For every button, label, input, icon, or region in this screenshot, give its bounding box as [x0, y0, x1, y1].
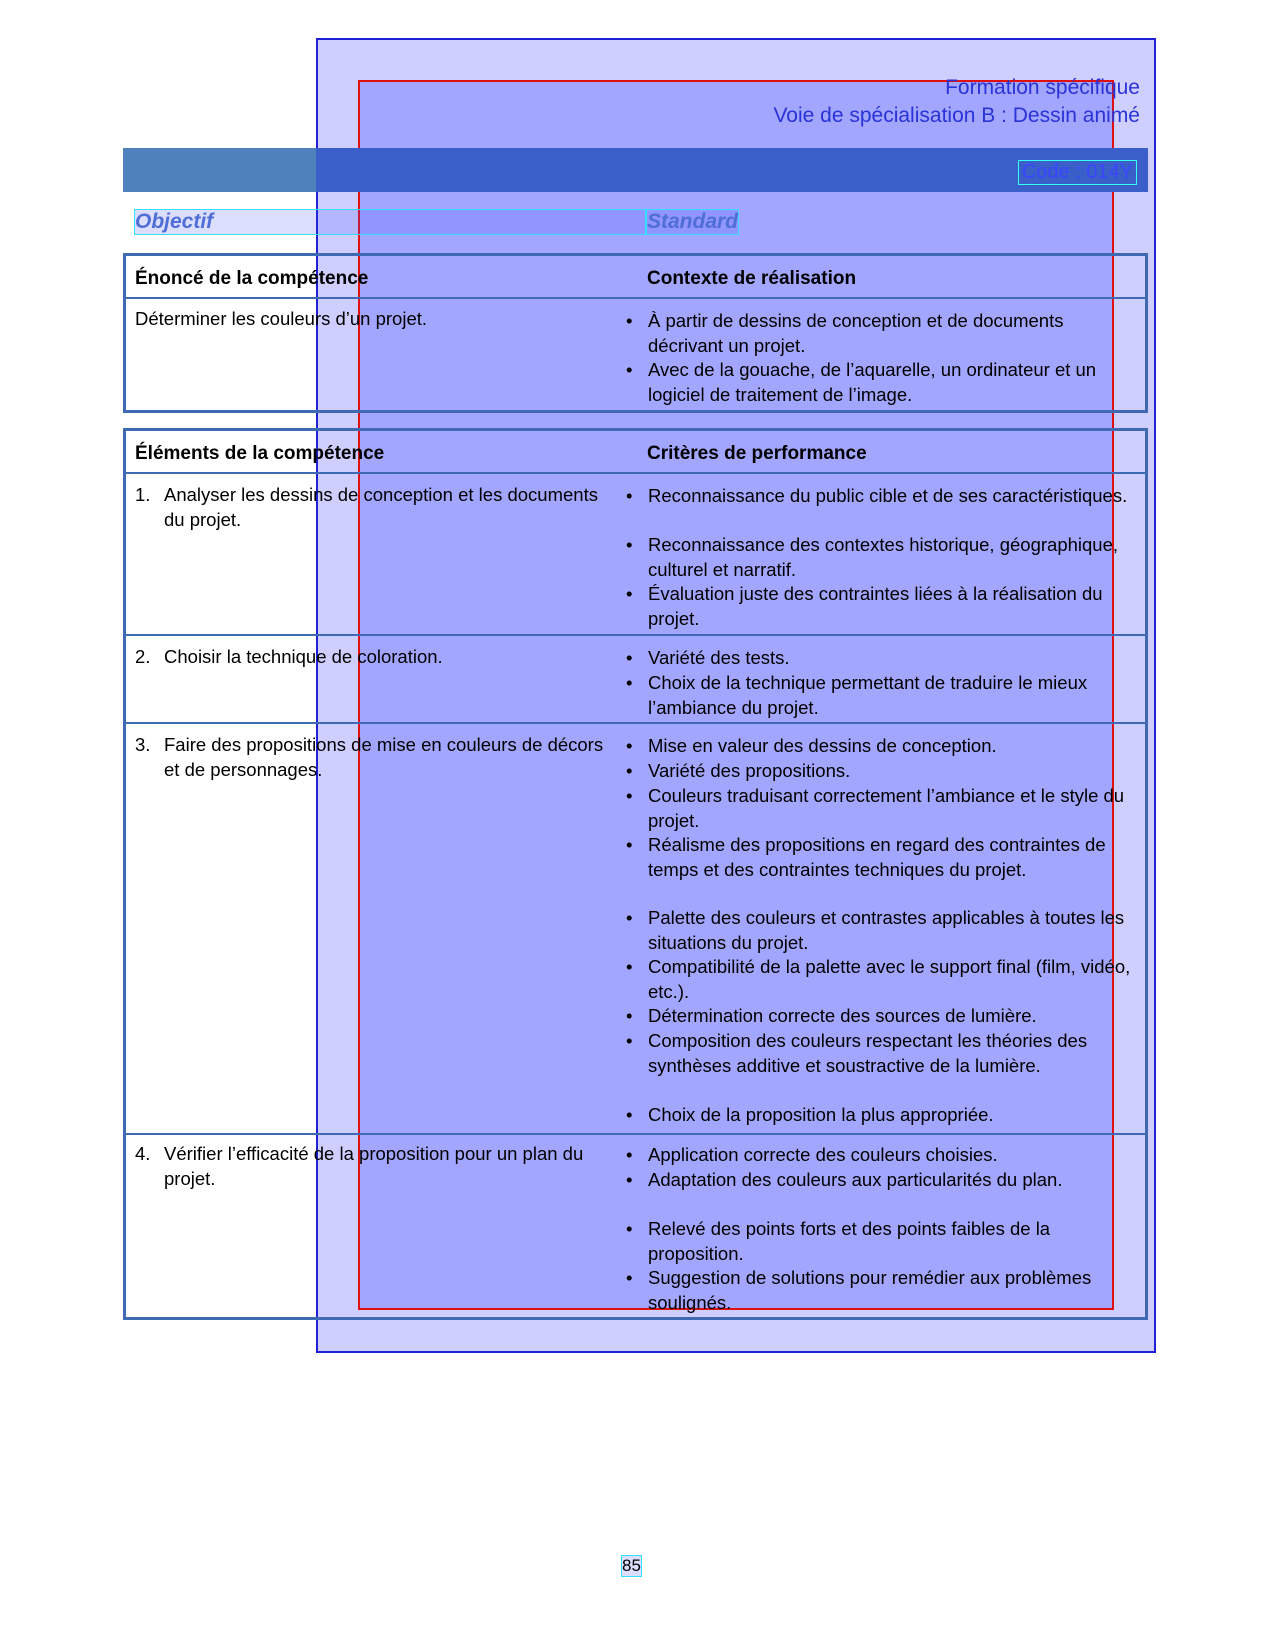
- competence-right-header: Contexte de réalisation: [647, 268, 857, 289]
- element-number: 4.: [135, 1143, 151, 1164]
- element-number: 3.: [135, 734, 151, 755]
- row-divider-1: [123, 634, 1148, 636]
- row-divider-3: [123, 1133, 1148, 1135]
- criterion-item: • Application correcte des couleurs choisies.: [648, 1143, 1138, 1168]
- page-number: 85: [622, 1556, 641, 1575]
- context-item: • À partir de dessins de conception et de documents décrivant un projet.: [626, 310, 1064, 356]
- element-number: 1.: [135, 484, 151, 505]
- bullet-icon: •: [626, 310, 633, 331]
- bullet-icon: •: [626, 583, 633, 604]
- element-row-3: [135, 733, 605, 782]
- bullet-icon: •: [626, 1104, 633, 1125]
- objectif-title: Objectif: [135, 210, 645, 234]
- criterion-item: • Réalisme des propositions en regard des contraintes de temps et des contraintes techniques du projet.: [626, 834, 1106, 880]
- criterion-item: • Relevé des points forts et des points faibles de la proposition.: [626, 1218, 1051, 1264]
- code-band-left: [123, 148, 316, 192]
- code-label: Code : 014Y: [1018, 160, 1137, 185]
- bullet-icon: •: [626, 1144, 633, 1165]
- context-item: • Avec de la gouache, de l’aquarelle, un ordinateur et un logiciel de traitement de l’image.: [626, 359, 1097, 405]
- criterion-item: • Variété des propositions.: [648, 759, 1138, 784]
- criterion-item: • Variété des tests.: [648, 646, 1138, 671]
- criterion-item: • Reconnaissance du public cible et de ses caractéristiques.: [648, 484, 1138, 509]
- criterion-item: • Suggestion de solutions pour remédier aux problèmes soulignés.: [626, 1267, 1092, 1313]
- element-text: Choisir la technique de coloration.: [164, 646, 443, 667]
- bullet-icon: •: [626, 760, 633, 781]
- element-row-4: [135, 1142, 615, 1191]
- bullet-icon: •: [626, 1169, 633, 1190]
- element-row-2: [135, 645, 625, 670]
- standard-title: Standard: [647, 210, 739, 233]
- bullet-icon: •: [626, 672, 633, 693]
- criterion-item: • Mise en valeur des dessins de conception.: [648, 734, 1138, 759]
- element-row-1: [135, 483, 605, 532]
- criterion-item: • Reconnaissance des contextes historique, géographique, culturel et narratif.: [626, 534, 1119, 580]
- bullet-icon: •: [626, 785, 633, 806]
- criterion-item: • Choix de la proposition la plus appropriée.: [648, 1103, 1138, 1128]
- elements-left-header: Éléments de la compétence: [135, 443, 385, 464]
- row-divider-2: [123, 722, 1148, 724]
- header-voie: Voie de spécialisation B : Dessin animé: [773, 104, 1140, 127]
- element-number: 2.: [135, 646, 151, 667]
- competence-statement: Déterminer les couleurs d’un projet.: [135, 308, 428, 329]
- header-formation: Formation spécifique: [945, 76, 1140, 99]
- bullet-icon: •: [626, 956, 633, 977]
- criterion-item: • Choix de la technique permettant de traduire le mieux l’ambiance du projet.: [626, 672, 1088, 718]
- element-text: Analyser les dessins de conception et les documents du projet.: [164, 484, 598, 530]
- bullet-icon: •: [626, 359, 633, 380]
- criterion-item: • Couleurs traduisant correctement l’ambiance et le style du projet.: [626, 785, 1125, 831]
- elements-right-header: Critères de performance: [647, 443, 867, 464]
- criterion-item: • Évaluation juste des contraintes liées à la réalisation du projet.: [626, 583, 1103, 629]
- bullet-icon: •: [626, 735, 633, 756]
- competence-header-divider: [123, 297, 1148, 299]
- bullet-icon: •: [626, 1267, 633, 1288]
- bullet-icon: •: [626, 1218, 633, 1239]
- criterion-item: • Adaptation des couleurs aux particularités du plan.: [648, 1168, 1138, 1193]
- criterion-item: • Détermination correcte des sources de lumière.: [648, 1004, 1138, 1029]
- criterion-item: • Composition des couleurs respectant les théories des synthèses additive et soustractive de la lumière.: [626, 1030, 1088, 1076]
- criterion-item: • Compatibilité de la palette avec le support final (film, vidéo, etc.).: [626, 956, 1131, 1002]
- bullet-icon: •: [626, 647, 633, 668]
- element-text: Vérifier l’efficacité de la proposition pour un plan du projet.: [164, 1143, 584, 1189]
- bullet-icon: •: [626, 907, 633, 928]
- elements-header-divider: [123, 472, 1148, 474]
- bullet-icon: •: [626, 485, 633, 506]
- bullet-icon: •: [626, 534, 633, 555]
- bullet-icon: •: [626, 1005, 633, 1026]
- element-text: Faire des propositions de mise en couleurs de décors et de personnages.: [164, 734, 604, 780]
- bullet-icon: •: [626, 834, 633, 855]
- competence-left-header: Énoncé de la compétence: [135, 268, 369, 289]
- bullet-icon: •: [626, 1030, 633, 1051]
- criterion-item: • Palette des couleurs et contrastes applicables à toutes les situations du projet.: [626, 907, 1125, 953]
